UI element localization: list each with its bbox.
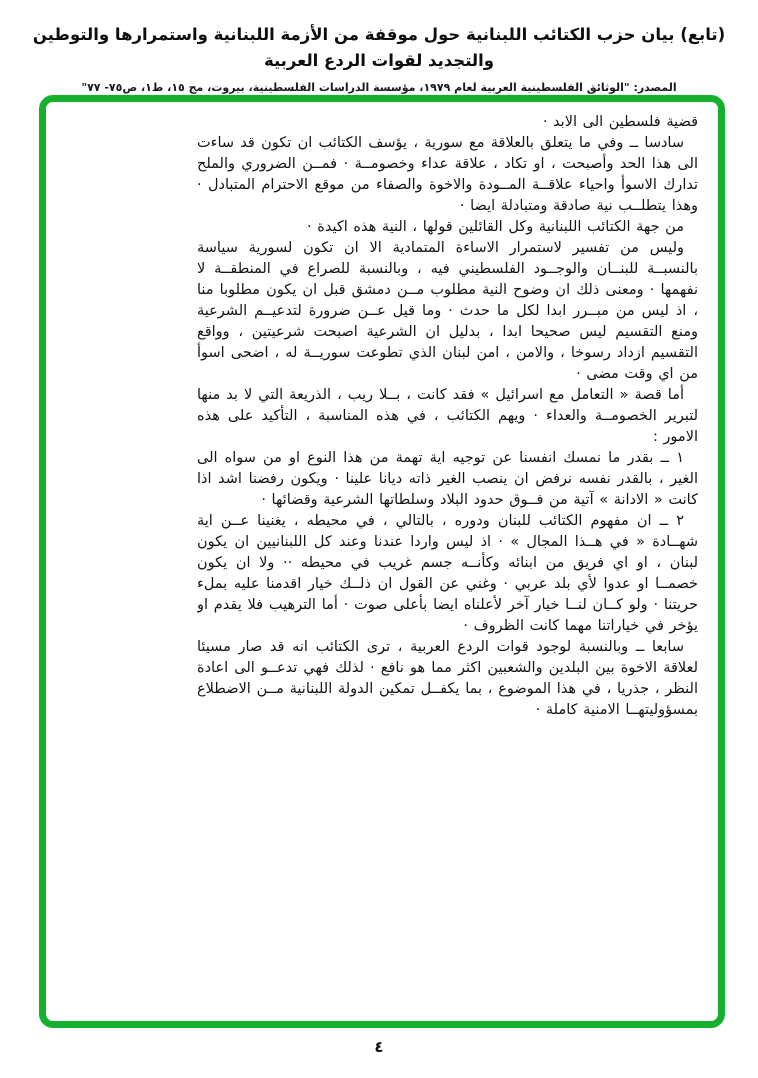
body-text-column	[197, 112, 698, 1020]
document-source-line: المصدر: "الوثائق الفلسطينية العربية لعام ١٩٧٩، مؤسسة الدراسات الفلسطينية، بيروت، مج ١٥، ط١، ص٧٥- ٧٧"	[81, 81, 677, 94]
document-header	[8, 22, 750, 96]
body-paragraph: سادسا ــ وفي ما يتعلق بالعلاقة مع سورية ، يؤسف الكتائب ان تكون قد ساءت الى هذا الحد وأصبحت ، او تكاد ، علاقة عداء وخصومــة · فمــن الضروري والملح تدارك الاسوأ واحياء علاقــة المــودة والاخوة والصفاء من موقع الاحترام المتبادل · وهذا يتطلــب نية صادقة ومتبادلة ايضا ·	[197, 135, 698, 214]
body-paragraph: قضية فلسطين الى الابد ·	[542, 114, 698, 130]
body-paragraph: ١ ــ بقدر ما نمسك انفسنا عن توجيه اية تهمة من هذا النوع او من سواه الى الغير ، بالقدر نفسه نرفض ان ينصب الغير ذاته ديانا علينا · ويكون رفضنا اشد اذا كانت « الادانة » آتية من فــوق حدود البلاد وسلطاتها الشرعية وقضائها ·	[197, 450, 698, 508]
body-paragraph: وليس من تفسير لاستمرار الاساءة المتمادية الا ان تكون لسورية سياسة بالنسبــة للبنــان والوجــود الفلسطيني فيه ، وبالنسبة للصراع في المنطقــة لا نفهمها · ومعنى ذلك ان وضوح النية مطلوب مــن دمشق قبل ان يكون مطلوبا منا ، اذ ليس من مبــرر ابدا لكل ما حدث · وما قيل عــن ضرورة لتدعيــم الشرعية ومنع التقسيم ليس صحيحا ابدا ، بدليل ان الشرعية اصبحت شرعيتين ، وواقع التقسيم ازداد رسوخا ، والامن ، امن لبنان الذي تطوعت سوريــة له ، اضحى اسوأ من اي وقت مضى ·	[197, 240, 698, 382]
body-paragraph: ٢ ــ ان مفهوم الكتائب للبنان ودوره ، بالتالي ، في محيطه ، يغنينا عــن اية شهــادة « في هــذا المجال » · اذ ليس واردا عندنا وعند كل اللبنانيين ان يكون لبنان ، او اي فريق من ابنائه وكأنــه جسم غريب في محيطه ·· ولا ان يكون خصمــا او عدوا لأي بلد عربي · وغني عن القول ان ذلــك خيار اقدمنا عليه بملء حريتنا · ولو كــان لنــا خيار آخر لأعلناه ايضا بأعلى صوت · أما الترهيب فلا يقدم او يؤخر في خياراتنا مهما كانت الظروف ·	[197, 513, 698, 634]
document-title: (تابع) بيان حزب الكتائب اللبنانية حول موقفة من الأزمة اللبنانية واستمرارها والتوطين والتجديد لقوات الردع العربية	[32, 25, 726, 70]
body-paragraph: سابعا ــ وبالنسبة لوجود قوات الردع العربية ، ترى الكتائب انه قد صار مسيئا لعلاقة الاخوة بين البلدين والشعبين اكثر مما هو نافع · لذلك فهي تدعــو الى اعادة النظر ، جذريا ، في هذا الموضوع ، بما يكفــل تمكين الدولة اللبنانية مــن الاضطلاع بمسؤوليتهــا الامنية كاملة ·	[197, 639, 698, 718]
body-paragraph: من جهة الكتائب اللبنانية وكل القائلين قولها ، النية هذه اكيدة ·	[307, 219, 684, 235]
body-paragraph: أما قصة « التعامل مع اسرائيل » فقد كانت ، بــلا ريب ، الذريعة التي لا بد منها لتبرير الخصومــة والعداء · ويهم الكتائب ، في هذه المناسبة ، التأكيد على هذه الامور :	[197, 387, 698, 445]
page-number: ٤	[374, 1038, 384, 1056]
